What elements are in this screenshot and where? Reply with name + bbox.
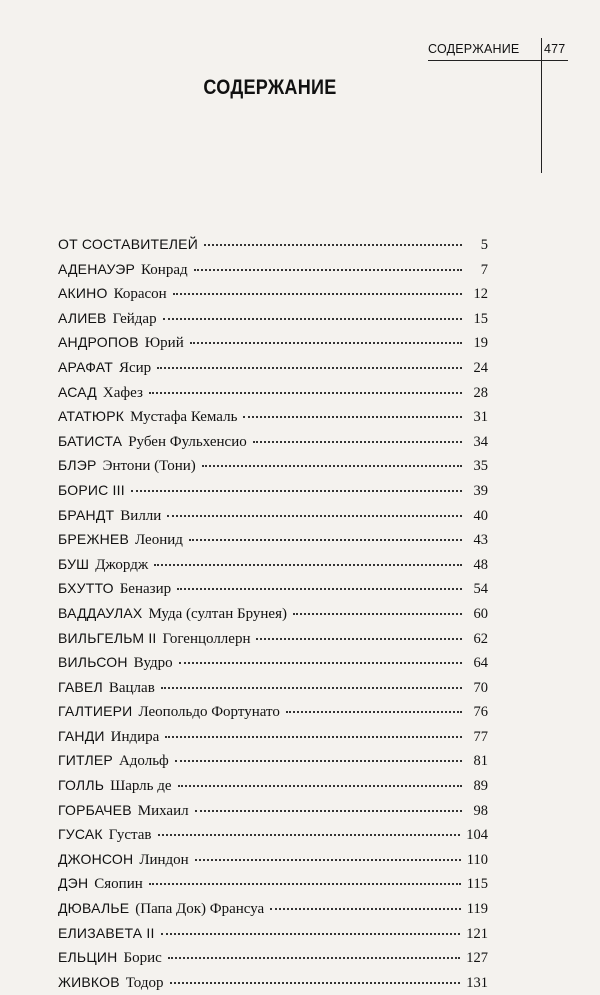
- toc-dot-leader: [170, 981, 461, 984]
- toc-dot-leader: [168, 956, 460, 959]
- toc-entry: [58, 822, 488, 847]
- toc-entry-name: [58, 601, 287, 627]
- toc-entry-name: [58, 675, 155, 701]
- toc-entry-given-name: (Папа Док) Франсуа: [135, 901, 265, 918]
- toc-page-number: 34: [473, 433, 488, 450]
- toc-entry-name: [58, 552, 148, 578]
- toc-page-number: 60: [473, 605, 488, 622]
- toc-entry-name: [58, 330, 184, 356]
- toc-dot-leader: [270, 907, 461, 910]
- toc-page-number: 115: [466, 876, 488, 893]
- toc-entry-given-name: Мустафа Кемаль: [130, 409, 238, 426]
- toc-entry: [58, 871, 488, 896]
- toc-entry-name: [58, 699, 280, 725]
- toc-entry-surname: ГИТЛЕР: [58, 752, 113, 769]
- toc-dot-leader: [149, 882, 461, 885]
- toc-entry-given-name: Вудро: [133, 655, 173, 672]
- toc-entry-name: [58, 576, 171, 602]
- toc-entry-given-name: Хафез: [102, 384, 143, 401]
- toc-entry-surname: ДЭН: [58, 875, 89, 892]
- toc-entry: [58, 724, 488, 749]
- toc-page-number: 119: [466, 901, 488, 918]
- toc-entry-given-name: Гогенцоллерн: [162, 630, 251, 647]
- header-vertical-rule: [541, 38, 542, 173]
- toc-dot-leader: [194, 268, 462, 271]
- toc-entry-surname: ГОЛЛЬ: [58, 777, 105, 794]
- toc-entry: [58, 429, 488, 454]
- toc-entry-name: [58, 404, 237, 430]
- toc-entry-name: [58, 355, 151, 381]
- toc-entry-name: [58, 527, 183, 553]
- toc-page-number: 104: [466, 827, 488, 844]
- toc-dot-leader: [167, 514, 462, 517]
- running-header-section: СОДЕРЖАНИЕ: [428, 42, 520, 56]
- toc-dot-leader: [243, 415, 462, 418]
- toc-page-number: 40: [473, 507, 488, 524]
- toc-entry-given-name: Вацлав: [108, 679, 155, 696]
- toc-dot-leader: [131, 489, 462, 492]
- toc-entry-surname: ОТ СОСТАВИТЕЛЕЙ: [58, 236, 198, 252]
- toc-entry-surname: ДЮВАЛЬЕ: [58, 900, 130, 917]
- toc-page-number: 54: [473, 581, 488, 598]
- toc-entry-given-name: Рубен Фульхенсио: [128, 433, 247, 450]
- toc-entry-surname: ГАНДИ: [58, 727, 105, 744]
- toc-entry-surname: АДЕНАУЭР: [58, 260, 136, 277]
- toc-page-number: 131: [466, 974, 488, 991]
- toc-page-number: 19: [473, 335, 488, 352]
- toc-entry: [58, 478, 488, 503]
- toc-dot-leader: [293, 612, 462, 615]
- toc-entry-surname: ГАВЕЛ: [58, 678, 103, 695]
- toc-page-number: 64: [473, 655, 488, 672]
- toc-entry: [58, 626, 488, 651]
- toc-dot-leader: [253, 440, 462, 443]
- toc-entry: [58, 232, 488, 257]
- toc-page-number: 7: [480, 261, 488, 278]
- toc-entry-given-name: Конрад: [141, 261, 188, 278]
- toc-entry-surname: БАТИСТА: [58, 432, 123, 449]
- toc-entry-name: [58, 453, 196, 479]
- toc-entry: [58, 773, 488, 798]
- toc-entry-name: [58, 650, 173, 676]
- toc-page-number: 15: [473, 310, 488, 327]
- toc-dot-leader: [195, 858, 461, 861]
- toc-entry: [58, 970, 488, 995]
- toc-entry-given-name: Густав: [108, 827, 152, 844]
- toc-page-number: 31: [473, 409, 488, 426]
- toc-entry-surname: ЕЛИЗАВЕТА II: [58, 924, 155, 941]
- toc-dot-leader: [163, 317, 462, 320]
- toc-dot-leader: [161, 686, 462, 689]
- toc-dot-leader: [178, 784, 462, 787]
- toc-dot-leader: [173, 292, 462, 295]
- toc-entry: [58, 453, 488, 478]
- toc-page-number: 43: [473, 532, 488, 549]
- toc-dot-leader: [189, 538, 462, 541]
- toc-dot-leader: [157, 366, 462, 369]
- toc-entry-name: [58, 822, 152, 848]
- toc-entry-surname: БХУТТО: [58, 580, 114, 597]
- toc-entry-surname: АТАТЮРК: [58, 408, 125, 425]
- toc-entry-given-name: Индира: [110, 728, 160, 745]
- toc-entry-name: [58, 970, 164, 995]
- toc-dot-leader: [158, 833, 461, 836]
- toc-dot-leader: [149, 391, 462, 394]
- toc-entry-name: [58, 478, 125, 504]
- toc-entry-given-name: Беназир: [119, 581, 172, 598]
- page-title: СОДЕРЖАНИЕ: [203, 76, 337, 99]
- toc-entry-given-name: Леонид: [134, 532, 183, 549]
- toc-entry-name: [58, 380, 143, 406]
- toc-entry: [58, 699, 488, 724]
- toc-entry: [58, 552, 488, 577]
- toc-entry-name: [58, 773, 172, 799]
- toc-entry: [58, 945, 488, 970]
- toc-entry-surname: ВИЛЬГЕЛЬМ II: [58, 629, 157, 646]
- toc-entry-surname: БОРИС III: [58, 481, 125, 498]
- toc-entry-given-name: Тодор: [125, 974, 164, 991]
- table-of-contents: [58, 232, 488, 994]
- toc-dot-leader: [177, 587, 462, 590]
- toc-entry-given-name: Вилли: [120, 507, 162, 524]
- toc-entry-name: [58, 429, 247, 455]
- toc-entry-surname: БРАНДТ: [58, 506, 115, 523]
- toc-dot-leader: [202, 464, 462, 467]
- toc-entry-given-name: Линдон: [139, 851, 189, 868]
- toc-entry: [58, 601, 488, 626]
- toc-entry-name: [58, 724, 159, 750]
- toc-page-number: 5: [480, 237, 488, 253]
- running-header-page-number: 477: [544, 42, 566, 56]
- toc-page-number: 70: [473, 679, 488, 696]
- toc-entry-surname: ЕЛЬЦИН: [58, 949, 118, 966]
- toc-entry-name: [58, 748, 169, 774]
- toc-entry: [58, 404, 488, 429]
- toc-entry: [58, 748, 488, 773]
- toc-page-number: 98: [473, 802, 488, 819]
- toc-entry-name: [58, 257, 188, 283]
- toc-dot-leader: [204, 243, 462, 246]
- toc-dot-leader: [286, 710, 462, 713]
- toc-entry: [58, 798, 488, 823]
- toc-entry: [58, 847, 488, 872]
- toc-entry: [58, 896, 488, 921]
- toc-entry-given-name: Михаил: [137, 802, 189, 819]
- toc-page-number: 28: [473, 384, 488, 401]
- toc-entry-given-name: Шарль де: [110, 778, 172, 795]
- toc-entry-given-name: Джордж: [95, 556, 149, 573]
- toc-entry-surname: БРЕЖНЕВ: [58, 531, 129, 548]
- toc-dot-leader: [179, 661, 462, 664]
- toc-entry-given-name: Муда (султан Брунея): [148, 605, 287, 622]
- toc-entry-surname: АЛИЕВ: [58, 309, 107, 326]
- toc-page-number: 89: [473, 778, 488, 795]
- toc-page-number: 12: [473, 286, 488, 303]
- toc-entry-given-name: Корасон: [113, 286, 167, 303]
- toc-page-number: 110: [466, 851, 488, 868]
- toc-page-number: 48: [473, 556, 488, 573]
- toc-entry-surname: ДЖОНСОН: [58, 850, 134, 867]
- header-horizontal-rule: [428, 60, 568, 61]
- toc-entry-surname: БЛЭР: [58, 457, 97, 474]
- toc-dot-leader: [161, 932, 461, 935]
- toc-entry-surname: БУШ: [58, 555, 90, 572]
- toc-page-number: 121: [466, 925, 488, 942]
- toc-entry-name: [58, 945, 162, 971]
- toc-entry-name: [58, 896, 264, 922]
- toc-dot-leader: [195, 809, 462, 812]
- toc-entry-name: [58, 281, 167, 307]
- toc-entry-surname: ВИЛЬСОН: [58, 654, 128, 671]
- toc-page-number: 127: [466, 950, 488, 967]
- toc-page-number: 77: [473, 728, 488, 745]
- toc-entry-surname: АСАД: [58, 383, 97, 400]
- toc-entry-name: [58, 921, 155, 947]
- toc-entry-name: [58, 232, 198, 258]
- toc-entry: [58, 281, 488, 306]
- toc-page-number: 35: [473, 458, 488, 475]
- toc-page-number: 39: [473, 482, 488, 499]
- toc-dot-leader: [190, 341, 462, 344]
- toc-page-number: 76: [473, 704, 488, 721]
- toc-entry-surname: АРАФАТ: [58, 358, 113, 375]
- toc-entry-given-name: Адольф: [118, 753, 169, 770]
- toc-entry-surname: АНДРОПОВ: [58, 334, 139, 351]
- toc-entry: [58, 527, 488, 552]
- toc-entry-name: [58, 798, 189, 824]
- toc-entry: [58, 257, 488, 282]
- toc-entry-given-name: Юрий: [144, 335, 184, 352]
- toc-entry-surname: ЖИВКОВ: [58, 973, 120, 990]
- running-header: [428, 40, 570, 60]
- toc-entry-given-name: Леопольдо Фортунато: [138, 704, 280, 721]
- toc-entry-name: [58, 847, 189, 873]
- toc-entry: [58, 330, 488, 355]
- toc-dot-leader: [165, 735, 462, 738]
- toc-entry-name: [58, 626, 250, 652]
- toc-entry: [58, 503, 488, 528]
- toc-entry-given-name: Энтони (Тони): [102, 458, 196, 475]
- toc-dot-leader: [256, 637, 462, 640]
- toc-entry-name: [58, 871, 143, 897]
- toc-entry: [58, 380, 488, 405]
- toc-entry: [58, 650, 488, 675]
- toc-entry-surname: ГАЛТИЕРИ: [58, 703, 133, 720]
- toc-entry: [58, 675, 488, 700]
- toc-dot-leader: [175, 759, 462, 762]
- toc-entry-surname: ГУСАК: [58, 826, 103, 843]
- toc-entry-surname: ВАДДАУЛАХ: [58, 604, 143, 621]
- toc-dot-leader: [154, 563, 462, 566]
- toc-page-number: 62: [473, 630, 488, 647]
- toc-page-number: 24: [473, 359, 488, 376]
- toc-entry-given-name: Борис: [123, 950, 162, 967]
- toc-entry: [58, 355, 488, 380]
- toc-entry: [58, 576, 488, 601]
- toc-entry: [58, 921, 488, 946]
- toc-entry-given-name: Гейдар: [112, 310, 157, 327]
- toc-entry-name: [58, 503, 161, 529]
- toc-page-number: 81: [473, 753, 488, 770]
- toc-entry-surname: АКИНО: [58, 285, 108, 302]
- toc-entry-given-name: Сяопин: [94, 876, 143, 893]
- toc-entry-surname: ГОРБАЧЕВ: [58, 801, 132, 818]
- toc-entry: [58, 306, 488, 331]
- toc-entry-name: [58, 306, 157, 332]
- toc-entry-given-name: Ясир: [118, 359, 152, 376]
